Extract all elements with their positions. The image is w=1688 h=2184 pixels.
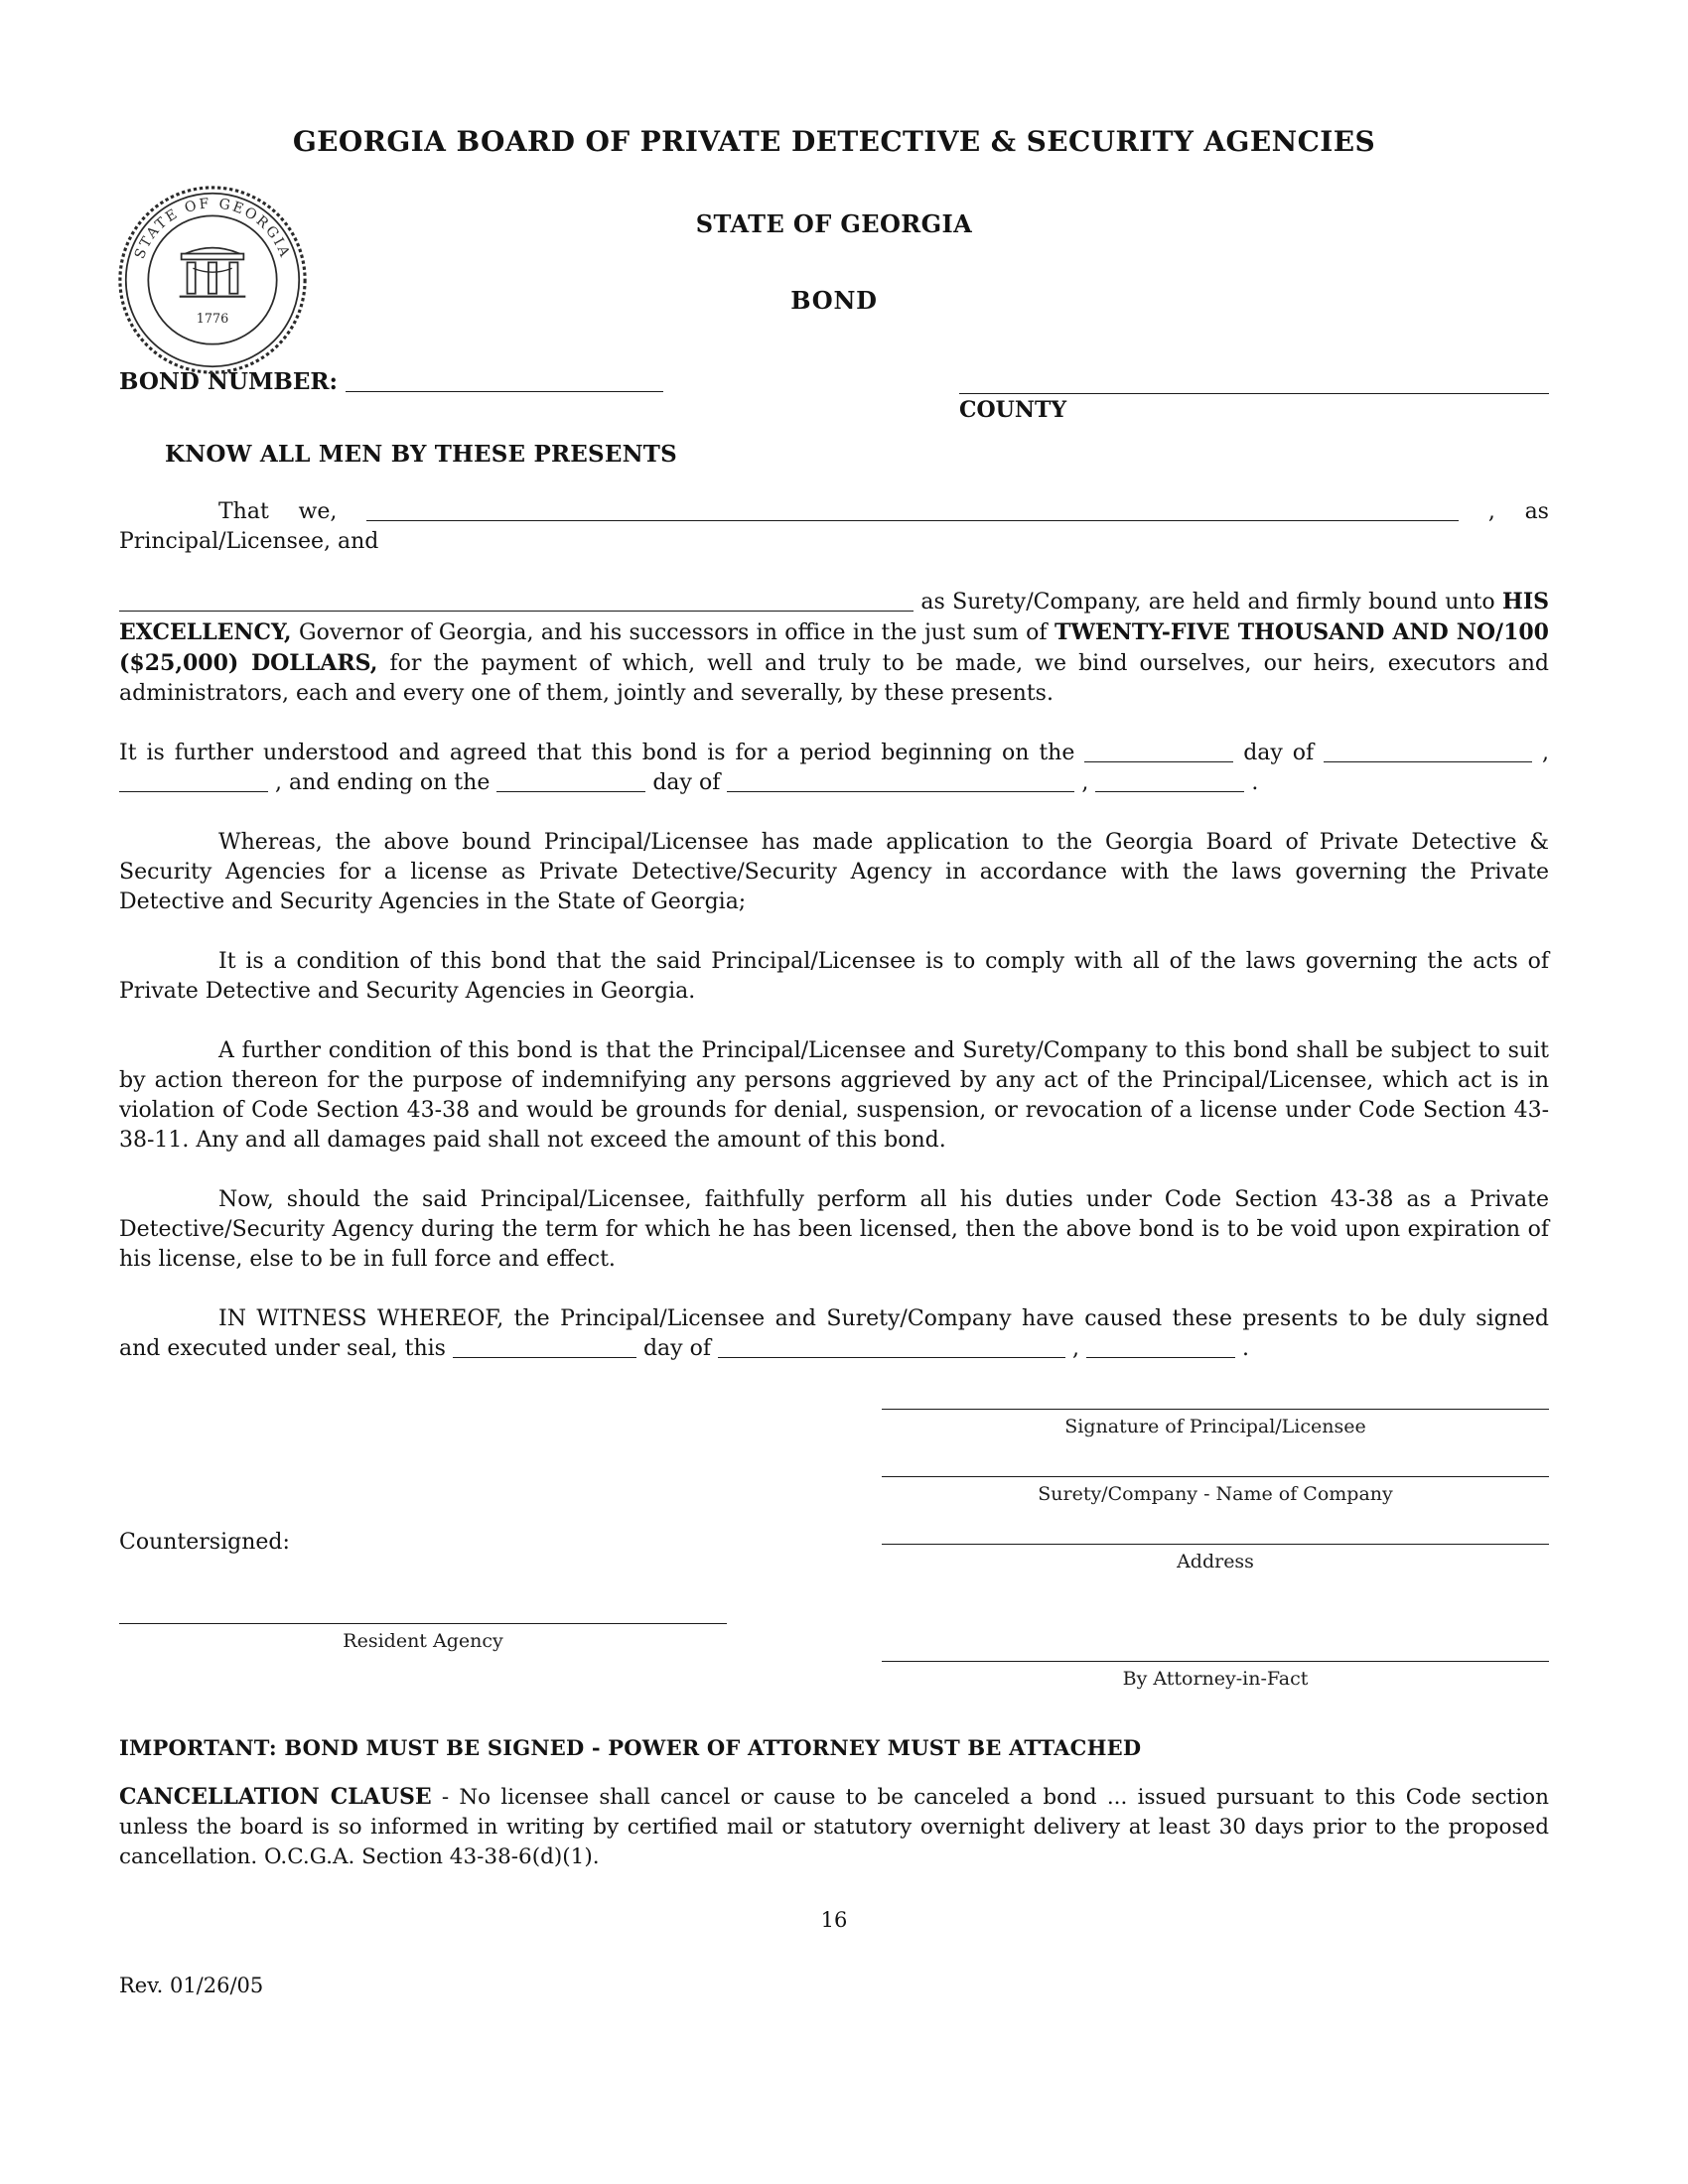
address-block: [882, 1543, 1549, 1572]
paragraph-that-we: [119, 497, 1549, 557]
signature-column: [882, 1408, 1549, 1572]
period-ending-text: , and ending on the: [275, 770, 491, 795]
seal-ring-text: STATE OF GEORGIA: [131, 196, 294, 262]
exec-day-blank: [453, 1336, 636, 1358]
begin-year-blank: [119, 770, 268, 792]
resident-agency-line: [119, 1622, 727, 1624]
principal-signature-line: [882, 1408, 1549, 1410]
countersigned-label: Countersigned:: [119, 1530, 290, 1555]
page-number: 16: [820, 1908, 848, 1932]
county-label: COUNTY: [959, 397, 1067, 423]
begin-day-blank: [1084, 741, 1233, 762]
surety-company-caption: Surety/Company - Name of Company: [1038, 1483, 1393, 1505]
bond-number-blank: [346, 369, 663, 392]
end-month-blank: [727, 770, 1074, 792]
principal-licensee-text: Principal/Licensee, and: [119, 529, 379, 554]
surety-company-block: [882, 1475, 1549, 1505]
bond-number-county-row: [119, 368, 1549, 423]
attorney-in-fact-caption: By Attorney-in-Fact: [1122, 1668, 1309, 1690]
bond-amount-text: TWENTY-FIVE THOUSAND AND NO/100 ($25,000) DOLLARS,: [119, 619, 1549, 676]
paragraph-whereas: Whereas, the above bound Principal/Licensee has made application to the Georgia Board of Private Detective & Security Agencies for a license as Private Detective/Security Agency in accordance with the laws governing the Private Detective and Security Agencies in the State of Georgia;: [119, 830, 1549, 914]
payment-text: for the payment of which, well and truly to be made, we bind ourselves, our heirs, executors and administrators, each and every one of them, jointly and severally, by these presents.: [119, 651, 1549, 706]
document-type-heading: BOND: [790, 286, 878, 315]
his-excellency-text: HIS EXCELLENCY,: [119, 589, 1549, 645]
attorney-in-fact-block: [882, 1660, 1549, 1690]
that-we-text: That we,: [218, 499, 338, 524]
cancellation-clause-title: CANCELLATION CLAUSE: [119, 1784, 432, 1810]
period-dayof2-text: day of: [652, 770, 721, 795]
presents-heading: KNOW ALL MEN BY THESE PRESENTS: [165, 441, 677, 468]
paragraph-witness: [119, 1304, 1549, 1364]
county-blank: [959, 368, 1549, 394]
document-header: [119, 125, 1549, 328]
exec-month-blank: [718, 1336, 1065, 1358]
paragraph-surety: [119, 587, 1549, 709]
period-begin-text: It is further understood and agreed that this bond is for a period beginning on the: [119, 741, 1075, 765]
county-group: [959, 368, 1549, 423]
period-comma1-text: ,: [1542, 741, 1549, 765]
cancellation-clause: [119, 1782, 1549, 1872]
period-end-text: .: [1251, 770, 1259, 795]
end-year-blank: [1095, 770, 1244, 792]
attorney-in-fact-line: [882, 1660, 1549, 1662]
georgia-state-seal-icon: [115, 183, 310, 377]
seal-year-text: 1776: [196, 312, 229, 328]
revision-date: Rev. 01/26/05: [119, 1974, 264, 1997]
witness-comma-text: ,: [1071, 1336, 1079, 1361]
address-line: [882, 1543, 1549, 1545]
end-day-blank: [496, 770, 645, 792]
governor-text: Governor of Georgia, and his successors in office in the just sum of: [299, 620, 1048, 645]
exec-year-blank: [1086, 1336, 1235, 1358]
that-we-as-text: , as: [1487, 499, 1549, 524]
paragraph-now-should: Now, should the said Principal/Licensee, faithfully perform all his duties under Code Section 43-38 as a Private Detective/Security Agency during the term for which he has been licensed, then the above bond is to be void upon expiration of his license, else to be in full force and effect.: [119, 1187, 1549, 1272]
principal-signature-block: [882, 1408, 1549, 1437]
paragraph-further-condition: A further condition of this bond is that the Principal/Licensee and Surety/Company to this bond shall be subject to suit by action thereon for the purpose of indemnifying any persons aggrieved by any act of the Principal/Licensee, which act is in violation of Code Section 43-38 and would be grounds for denial, suspension, or revocation of a license under Code Section 43-38-11. Any and all damages paid shall not exceed the amount of this bond.: [119, 1038, 1549, 1153]
document-subtitle: STATE OF GEORGIA: [695, 209, 973, 238]
witness-dayof-text: day of: [642, 1336, 711, 1361]
begin-month-blank: [1324, 741, 1532, 762]
paragraph-period: [119, 739, 1549, 798]
surety-company-line: [882, 1475, 1549, 1477]
period-dayof1-text: day of: [1243, 741, 1315, 765]
resident-agency-caption: Resident Agency: [343, 1630, 503, 1652]
witness-end-text: .: [1241, 1336, 1249, 1361]
address-caption: Address: [1177, 1551, 1254, 1572]
period-comma2-text: ,: [1081, 770, 1089, 795]
surety-name-blank: [119, 590, 914, 612]
principal-name-blank: [366, 499, 1459, 521]
paragraph-condition: It is a condition of this bond that the said Principal/Licensee is to comply with all of the laws governing the acts of Private Detective and Security Agencies in Georgia.: [119, 949, 1549, 1004]
cancellation-clause-text: - No licensee shall cancel or cause to be canceled a bond ... issued pursuant to this Code section unless the board is so informed in writing by certified mail or statutory overnight delivery at least 30 days prior to the proposed cancellation. O.C.G.A. Section 43-38-6(d)(1).: [119, 1785, 1549, 1869]
important-notice: IMPORTANT: BOND MUST BE SIGNED - POWER OF ATTORNEY MUST BE ATTACHED: [119, 1735, 1142, 1760]
principal-signature-caption: Signature of Principal/Licensee: [1064, 1416, 1366, 1437]
surety-bound-text: as Surety/Company, are held and firmly bound unto: [920, 590, 1495, 614]
bond-number-label: BOND NUMBER:: [119, 368, 338, 395]
bottom-signature-row: [119, 1622, 1549, 1690]
document-title: GEORGIA BOARD OF PRIVATE DETECTIVE & SECURITY AGENCIES: [292, 125, 1376, 158]
resident-agency-block: [119, 1622, 727, 1690]
signature-area: [119, 1408, 1549, 1572]
witness-text: IN WITNESS WHEREOF, the Principal/Licensee and Surety/Company have caused these presents to be duly signed and executed under seal, this: [119, 1306, 1549, 1361]
